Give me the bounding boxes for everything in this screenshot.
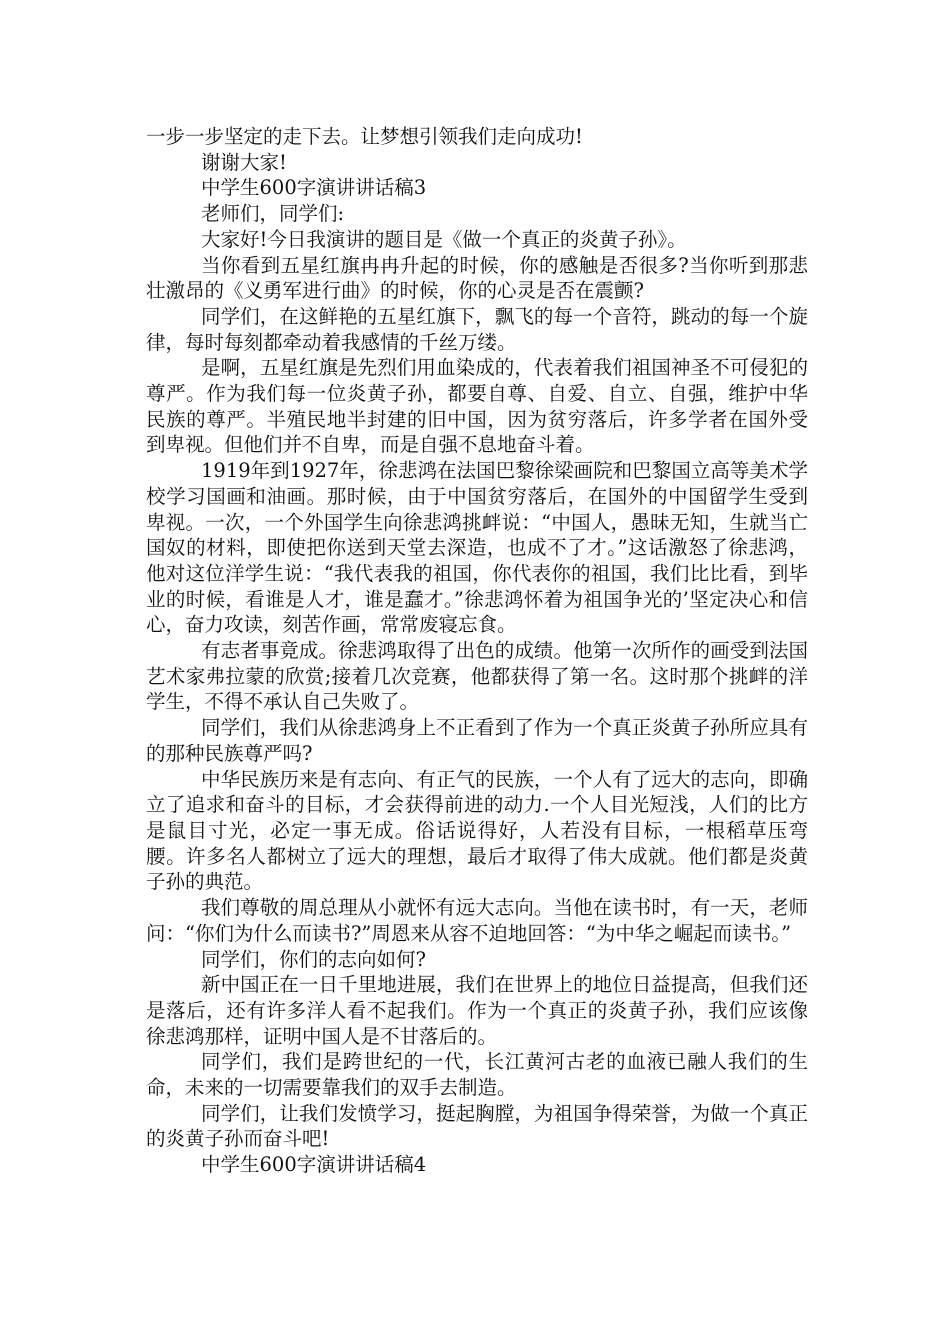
- paragraph: 谢谢大家!: [201, 150, 287, 174]
- document-body: [146, 124, 808, 1178]
- paragraph: 当你看到五星红旗冉冉升起的时候，你的感触是否很多?当你听到那悲壮激昂的《义勇军进行曲》的时候，你的心灵是否在震颤?: [146, 253, 808, 303]
- paragraph: 大家好!今日我演讲的题目是《做一个真正的炎黄子孙》。: [201, 227, 687, 251]
- paragraph: 我们尊敬的周总理从小就怀有远大志向。当他在读书时，有一天，老师问：“你们为什么而读书?”周恩来从容不迫地回答：“为中华之崛起而读书。”: [146, 896, 808, 945]
- paragraph: 有志者事竟成。徐悲鸿取得了出色的成绩。他第一次所作的画受到法国艺术家弗拉蒙的欣赏;接着几次竞赛，他都获得了第一名。这时那个挑衅的洋学生，不得不承认自己失败了。: [146, 639, 808, 714]
- paragraph: 同学们，我们从徐悲鸿身上不正看到了作为一个真正炎黄子孙所应具有的那种民族尊严吗?: [146, 716, 808, 765]
- section-heading: 中学生600字演讲讲话稿4: [201, 1153, 427, 1177]
- paragraph: 同学们，你们的志向如何?: [201, 947, 426, 971]
- paragraph: 是啊，五星红旗是先烈们用血染成的，代表着我们祖国神圣不可侵犯的尊严。作为我们每一位炎黄子孙，都要自尊、自爱、自立、自强，维护中华民族的尊严。半殖民地半封建的旧中国，因为贫穷落后，许多学者在国外受到卑视。但他们并不自卑，而是自强不息地奋斗着。: [146, 356, 808, 457]
- paragraph: 同学们，让我们发愤学习，挺起胸膛，为祖国争得荣誉，为做一个真正的炎黄子孙而奋斗吧!: [146, 1101, 808, 1151]
- section-heading: 中学生600字演讲讲话稿3: [201, 176, 427, 200]
- paragraph: 新中国正在一日千里地进展，我们在世界上的地位日益提高，但我们还是落后，还有许多洋人看不起我们。作为一个真正的炎黄子孙，我们应该像徐悲鸿那样，证明中国人是不甘落后的。: [146, 973, 808, 1048]
- paragraph: 1919年到1927年，徐悲鸿在法国巴黎徐梁画院和巴黎国立高等美术学校学习国画和油画。那时候，由于中国贫穷落后，在国外的中国留学生受到卑视。一次，一个外国学生向徐悲鸿挑衅说：“中国人，愚昧无知，生就当亡国奴的材料，即使把你送到天堂去深造，也成不了才。”这话激怒了徐悲鸿，他对这位洋学生说：“我代表我的祖国，你代表你的祖国，我们比比看，到毕业的时候，看谁是人才，谁是蠢才。”徐悲鸿怀着为祖国争光的’坚定决心和信心，奋力攻读，刻苦作画，常常废寝忘食。: [146, 459, 808, 637]
- paragraph: 中华民族历来是有志向、有正气的民族，一个人有了远大的志向，即确立了追求和奋斗的目标，才会获得前进的动力.一个人目光短浅，人们的比方是鼠目寸光，必定一事无成。俗话说得好，人若没有目标，一根稻草压弯腰。许多名人都树立了远大的理想，最后才取得了伟大成就。他们都是炎黄子孙的典范。: [146, 767, 808, 894]
- paragraph: 同学们，在这鲜艳的五星红旗下，飘飞的每一个音符，跳动的每一个旋律，每时每刻都牵动着我感情的千丝万缕。: [146, 304, 808, 354]
- salutation: 老师们，同学们:: [201, 202, 345, 226]
- paragraph: 一步一步坚定的走下去。让梦想引领我们走向成功!: [146, 125, 583, 148]
- paragraph: 同学们，我们是跨世纪的一代，长江黄河古老的血液已融人我们的生命，未来的一切需要靠我们的双手去制造。: [146, 1050, 808, 1100]
